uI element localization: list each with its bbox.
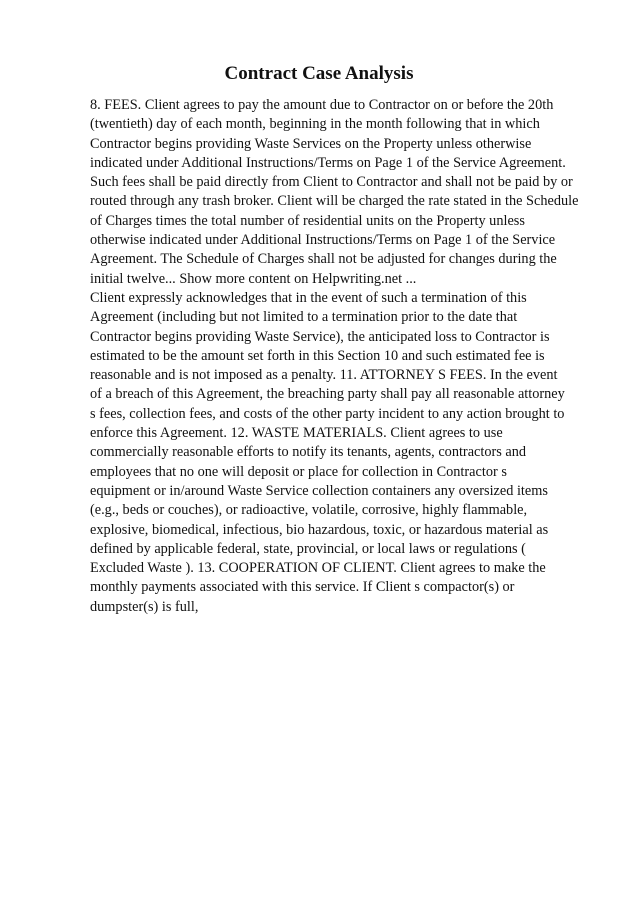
body-text-line: Client expressly acknowledges that in the event of such a termination of this — [90, 289, 527, 306]
body-text-line: routed through any trash broker. Client will be charged the rate stated in the Schedule — [90, 193, 579, 210]
body-text-line: of Charges times the total number of residential units on the Property unless — [90, 212, 525, 229]
body-text-line: Agreement (including but not limited to a termination prior to the date that — [90, 309, 518, 326]
document-body — [90, 96, 615, 617]
body-text-line: dumpster(s) is full, — [90, 598, 199, 615]
body-text-line: monthly payments associated with this service. If Client s compactor(s) or — [90, 579, 515, 596]
body-text-line: Excluded Waste ). 13. COOPERATION OF CLIENT. Client agrees to make the — [90, 560, 546, 577]
body-text-line: of a breach of this Agreement, the breaching party shall pay all reasonable attorney — [90, 386, 565, 403]
body-text-line: Such fees shall be paid directly from Client to Contractor and shall not be paid by or — [90, 174, 573, 191]
body-text-line: indicated under Additional Instructions/Terms on Page 1 of the Service Agreement. — [90, 154, 566, 171]
body-text-line: Contractor begins providing Waste Service), the anticipated loss to Contractor is — [90, 328, 550, 345]
body-text-line: (e.g., beds or couches), or radioactive, volatile, corrosive, highly flammable, — [90, 502, 528, 519]
body-text-line: explosive, biomedical, infectious, bio hazardous, toxic, or hazardous material as — [90, 521, 549, 538]
body-text-line: Agreement. The Schedule of Charges shall not be adjusted for changes during the — [90, 251, 557, 268]
body-text-line: initial twelve... Show more content on Helpwriting.net ... — [90, 270, 417, 287]
body-text-line: employees that no one will deposit or place for collection in Contractor s — [90, 463, 507, 480]
body-text-line: estimated to be the amount set forth in this Section 10 and such estimated fee is — [90, 347, 545, 364]
body-text-line: defined by applicable federal, state, provincial, or local laws or regulations ( — [90, 540, 526, 557]
body-text-line: (twentieth) day of each month, beginning in the month following that in which — [90, 116, 540, 133]
body-text-line: reasonable and is not imposed as a penalty. 11. ATTORNEY S FEES. In the event — [90, 367, 558, 384]
body-text-line: otherwise indicated under Additional Instructions/Terms on Page 1 of the Service — [90, 232, 556, 249]
body-text-line: enforce this Agreement. 12. WASTE MATERIALS. Client agrees to use — [90, 425, 503, 442]
body-text-line: 8. FEES. Client agrees to pay the amount due to Contractor on or before the 20th — [90, 97, 554, 113]
body-text-line: s fees, collection fees, and costs of the other party incident to any action brought to — [90, 405, 565, 422]
body-text-line: equipment or in/around Waste Service collection containers any oversized items — [90, 482, 548, 499]
document-title: Contract Case Analysis — [224, 63, 414, 84]
body-text-line: Contractor begins providing Waste Services on the Property unless otherwise — [90, 135, 532, 152]
body-text-line: commercially reasonable efforts to notify its tenants, agents, contractors and — [90, 444, 527, 461]
